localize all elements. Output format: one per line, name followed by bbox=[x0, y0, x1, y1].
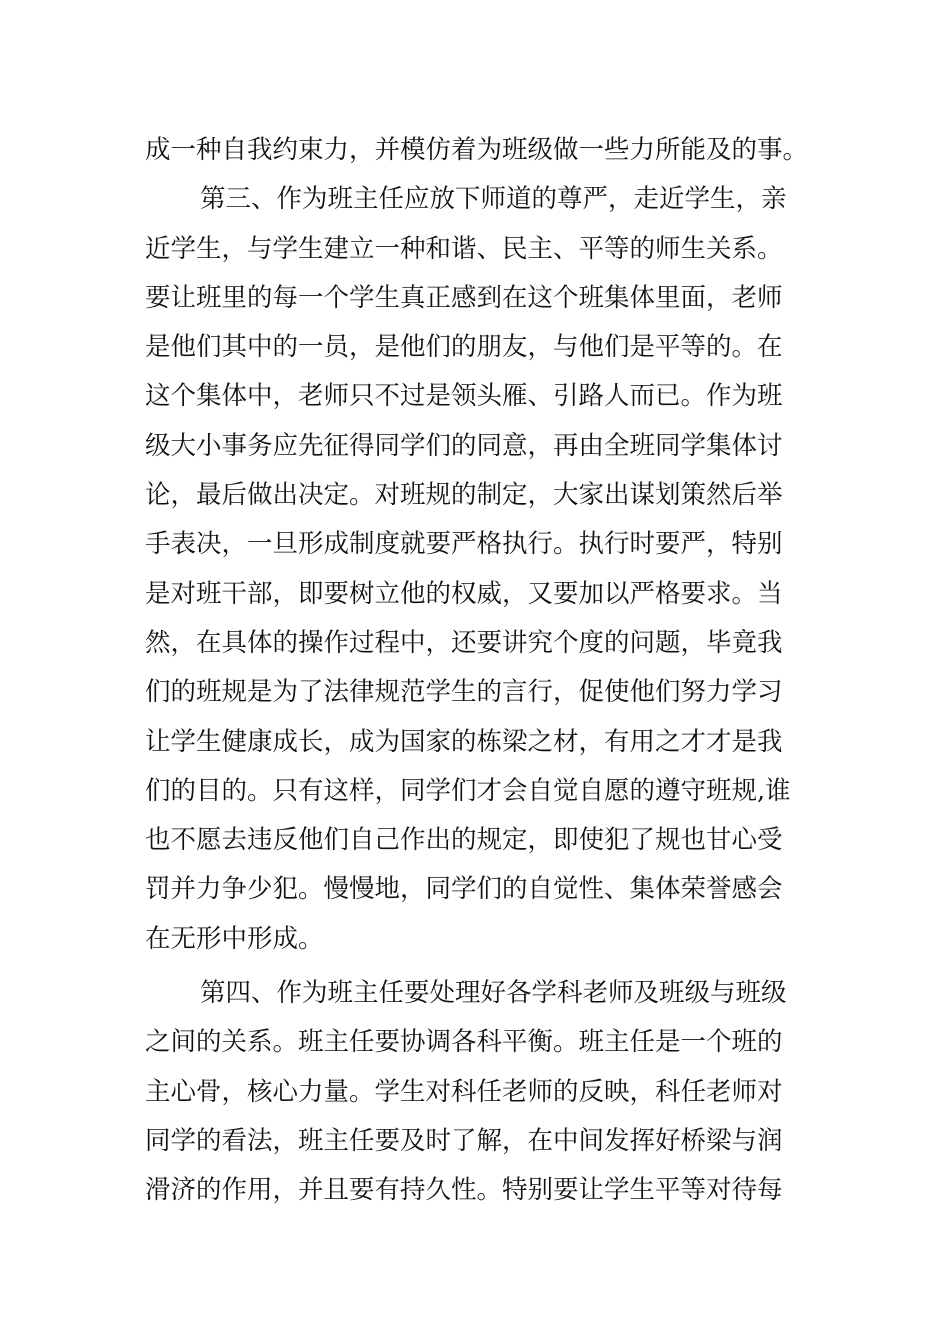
text-line: 在无形中形成。 bbox=[145, 923, 324, 954]
text-line: 近学生，与学生建立一种和谐、民主、平等的师生关系。 bbox=[145, 233, 783, 264]
text-line: 也不愿去违反他们自己作出的规定，即使犯了规也甘心受 bbox=[145, 825, 783, 856]
text-line: 同学的看法，班主任要及时了解，在中间发挥好桥梁与润 bbox=[145, 1125, 783, 1156]
text-line: 成一种自我约束力，并模仿着为班级做一些力所能及的事。 bbox=[145, 135, 809, 165]
text-line: 手表决，一旦形成制度就要严格执行。执行时要严，特别 bbox=[145, 529, 783, 560]
text-line: 这个集体中，老师只不过是领头雁、引路人而已。作为班 bbox=[145, 381, 783, 412]
text-line: 是对班干部，即要树立他的权威，又要加以严格要求。当 bbox=[145, 578, 783, 609]
text-line: 罚并力争少犯。慢慢地，同学们的自觉性、集体荣誉感会 bbox=[145, 874, 783, 905]
text-line: 让学生健康成长，成为国家的栋梁之材，有用之才才是我 bbox=[145, 726, 783, 757]
text-line: 们的目的。只有这样，同学们才会自觉自愿的遵守班规,谁 bbox=[145, 775, 791, 806]
body-text bbox=[145, 126, 810, 1216]
text-line: 滑济的作用，并且要有持久性。特别要让学生平等对待每 bbox=[145, 1175, 783, 1206]
paragraph-first-line: 第四、作为班主任要处理好各学科老师及班级与班级 bbox=[200, 978, 787, 1009]
text-line: 之间的关系。班主任要协调各科平衡。班主任是一个班的 bbox=[145, 1027, 783, 1058]
text-line: 主心骨，核心力量。学生对科任老师的反映，科任老师对 bbox=[145, 1076, 783, 1107]
text-line: 论，最后做出决定。对班规的制定，大家出谋划策然后举 bbox=[145, 480, 783, 511]
text-line: 然，在具体的操作过程中，还要讲究个度的问题，毕竟我 bbox=[145, 627, 783, 658]
text-line: 是他们其中的一员，是他们的朋友，与他们是平等的。在 bbox=[145, 332, 783, 363]
text-line: 级大小事务应先征得同学们的同意，再由全班同学集体讨 bbox=[145, 430, 783, 461]
text-line: 们的班规是为了法律规范学生的言行，促使他们努力学习 bbox=[145, 677, 783, 708]
text-line: 要让班里的每一个学生真正感到在这个班集体里面，老师 bbox=[145, 282, 783, 313]
paragraph-first-line: 第三、作为班主任应放下师道的尊严，走近学生，亲 bbox=[200, 184, 787, 215]
